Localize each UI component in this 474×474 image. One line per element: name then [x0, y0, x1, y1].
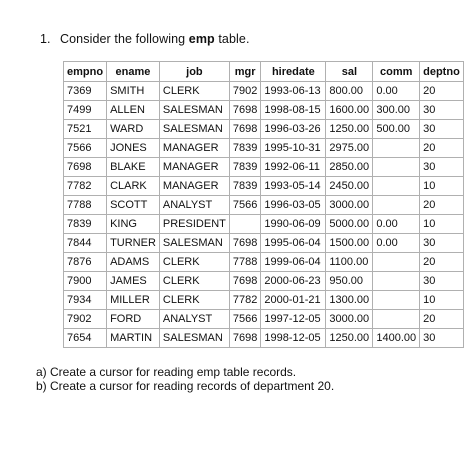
- cell-empno: 7369: [64, 82, 107, 101]
- cell-hiredate: 1995-06-04: [261, 234, 326, 253]
- cell-comm: 500.00: [373, 120, 420, 139]
- cell-job: CLERK: [159, 291, 229, 310]
- cell-hiredate: 1992-06-11: [261, 158, 326, 177]
- cell-empno: 7902: [64, 310, 107, 329]
- cell-ename: ADAMS: [107, 253, 160, 272]
- cell-ename: MARTIN: [107, 329, 160, 348]
- task-b: b) Create a cursor for reading records of department 20.: [36, 379, 335, 393]
- cell-deptno: 20: [420, 196, 464, 215]
- cell-ename: SMITH: [107, 82, 160, 101]
- cell-mgr: 7698: [229, 329, 260, 348]
- table-row: [64, 215, 464, 234]
- table-body: [64, 82, 464, 348]
- cell-comm: [373, 253, 420, 272]
- cell-hiredate: 1997-12-05: [261, 310, 326, 329]
- cell-hiredate: 1998-08-15: [261, 101, 326, 120]
- cell-deptno: 30: [420, 234, 464, 253]
- cell-mgr: 7698: [229, 234, 260, 253]
- table-row: [64, 139, 464, 158]
- column-header-sal: sal: [326, 62, 373, 82]
- cell-ename: ALLEN: [107, 101, 160, 120]
- cell-sal: 2975.00: [326, 139, 373, 158]
- cell-ename: CLARK: [107, 177, 160, 196]
- cell-hiredate: 1996-03-05: [261, 196, 326, 215]
- cell-sal: 800.00: [326, 82, 373, 101]
- column-header-comm: comm: [373, 62, 420, 82]
- cell-sal: 1500.00: [326, 234, 373, 253]
- cell-sal: 3000.00: [326, 196, 373, 215]
- cell-mgr: 7782: [229, 291, 260, 310]
- cell-empno: 7844: [64, 234, 107, 253]
- cell-mgr: [229, 215, 260, 234]
- cell-deptno: 10: [420, 177, 464, 196]
- cell-ename: WARD: [107, 120, 160, 139]
- cell-comm: [373, 291, 420, 310]
- column-header-deptno: deptno: [420, 62, 464, 82]
- cell-job: CLERK: [159, 272, 229, 291]
- column-header-ename: ename: [107, 62, 160, 82]
- cell-job: CLERK: [159, 253, 229, 272]
- table-row: [64, 101, 464, 120]
- column-header-job: job: [159, 62, 229, 82]
- cell-mgr: 7839: [229, 158, 260, 177]
- cell-deptno: 10: [420, 291, 464, 310]
- cell-deptno: 30: [420, 101, 464, 120]
- question-table-name: emp: [188, 32, 215, 46]
- cell-deptno: 20: [420, 253, 464, 272]
- cell-empno: 7876: [64, 253, 107, 272]
- cell-hiredate: 1995-10-31: [261, 139, 326, 158]
- cell-mgr: 7902: [229, 82, 260, 101]
- cell-hiredate: 1999-06-04: [261, 253, 326, 272]
- cell-mgr: 7698: [229, 101, 260, 120]
- column-header-mgr: mgr: [229, 62, 260, 82]
- cell-deptno: 20: [420, 139, 464, 158]
- cell-sal: 5000.00: [326, 215, 373, 234]
- table-row: [64, 120, 464, 139]
- table-row: [64, 196, 464, 215]
- cell-empno: 7900: [64, 272, 107, 291]
- question-text-after: table.: [214, 32, 250, 46]
- cell-ename: FORD: [107, 310, 160, 329]
- cell-sal: 950.00: [326, 272, 373, 291]
- cell-empno: 7499: [64, 101, 107, 120]
- cell-empno: 7788: [64, 196, 107, 215]
- cell-deptno: 20: [420, 82, 464, 101]
- task-list: [36, 365, 334, 393]
- cell-mgr: 7698: [229, 120, 260, 139]
- column-header-hiredate: hiredate: [261, 62, 326, 82]
- cell-ename: JAMES: [107, 272, 160, 291]
- task-a: a) Create a cursor for reading emp table records.: [36, 365, 297, 379]
- question-heading: [40, 32, 250, 46]
- cell-job: SALESMAN: [159, 101, 229, 120]
- cell-hiredate: 1993-05-14: [261, 177, 326, 196]
- cell-mgr: 7566: [229, 310, 260, 329]
- cell-job: MANAGER: [159, 139, 229, 158]
- cell-hiredate: 2000-01-21: [261, 291, 326, 310]
- cell-mgr: 7698: [229, 272, 260, 291]
- cell-job: SALESMAN: [159, 234, 229, 253]
- cell-hiredate: 2000-06-23: [261, 272, 326, 291]
- cell-empno: 7566: [64, 139, 107, 158]
- question-text-before: Consider the following: [60, 32, 189, 46]
- table-row: [64, 158, 464, 177]
- cell-job: ANALYST: [159, 196, 229, 215]
- emp-table-container: [63, 61, 464, 348]
- cell-ename: TURNER: [107, 234, 160, 253]
- cell-job: MANAGER: [159, 158, 229, 177]
- cell-comm: 0.00: [373, 234, 420, 253]
- cell-empno: 7698: [64, 158, 107, 177]
- table-row: [64, 234, 464, 253]
- cell-job: SALESMAN: [159, 329, 229, 348]
- table-row: [64, 329, 464, 348]
- cell-sal: 3000.00: [326, 310, 373, 329]
- cell-comm: 300.00: [373, 101, 420, 120]
- cell-deptno: 30: [420, 329, 464, 348]
- cell-mgr: 7839: [229, 177, 260, 196]
- column-header-empno: empno: [64, 62, 107, 82]
- cell-sal: 1250.00: [326, 120, 373, 139]
- cell-sal: 1100.00: [326, 253, 373, 272]
- cell-comm: [373, 310, 420, 329]
- cell-hiredate: 1996-03-26: [261, 120, 326, 139]
- table-row: [64, 310, 464, 329]
- cell-job: ANALYST: [159, 310, 229, 329]
- cell-job: CLERK: [159, 82, 229, 101]
- emp-table: [63, 61, 464, 348]
- cell-ename: BLAKE: [107, 158, 160, 177]
- cell-ename: SCOTT: [107, 196, 160, 215]
- cell-comm: 1400.00: [373, 329, 420, 348]
- cell-hiredate: 1993-06-13: [261, 82, 326, 101]
- cell-deptno: 20: [420, 310, 464, 329]
- table-header-row: [64, 62, 464, 82]
- cell-job: MANAGER: [159, 177, 229, 196]
- cell-hiredate: 1990-06-09: [261, 215, 326, 234]
- cell-empno: 7782: [64, 177, 107, 196]
- table-row: [64, 177, 464, 196]
- question-number: 1.: [40, 32, 51, 46]
- cell-ename: KING: [107, 215, 160, 234]
- cell-sal: 1250.00: [326, 329, 373, 348]
- cell-comm: [373, 139, 420, 158]
- table-row: [64, 82, 464, 101]
- cell-comm: 0.00: [373, 82, 420, 101]
- cell-comm: [373, 158, 420, 177]
- cell-comm: [373, 272, 420, 291]
- cell-job: SALESMAN: [159, 120, 229, 139]
- cell-sal: 1600.00: [326, 101, 373, 120]
- cell-comm: 0.00: [373, 215, 420, 234]
- cell-empno: 7839: [64, 215, 107, 234]
- cell-deptno: 10: [420, 215, 464, 234]
- table-row: [64, 253, 464, 272]
- cell-mgr: 7839: [229, 139, 260, 158]
- cell-sal: 2450.00: [326, 177, 373, 196]
- cell-mgr: 7788: [229, 253, 260, 272]
- cell-hiredate: 1998-12-05: [261, 329, 326, 348]
- cell-ename: MILLER: [107, 291, 160, 310]
- cell-sal: 1300.00: [326, 291, 373, 310]
- cell-comm: [373, 177, 420, 196]
- table-row: [64, 291, 464, 310]
- cell-deptno: 30: [420, 158, 464, 177]
- cell-empno: 7521: [64, 120, 107, 139]
- cell-deptno: 30: [420, 272, 464, 291]
- cell-deptno: 30: [420, 120, 464, 139]
- cell-ename: JONES: [107, 139, 160, 158]
- cell-empno: 7934: [64, 291, 107, 310]
- cell-comm: [373, 196, 420, 215]
- cell-mgr: 7566: [229, 196, 260, 215]
- cell-job: PRESIDENT: [159, 215, 229, 234]
- cell-sal: 2850.00: [326, 158, 373, 177]
- table-row: [64, 272, 464, 291]
- cell-empno: 7654: [64, 329, 107, 348]
